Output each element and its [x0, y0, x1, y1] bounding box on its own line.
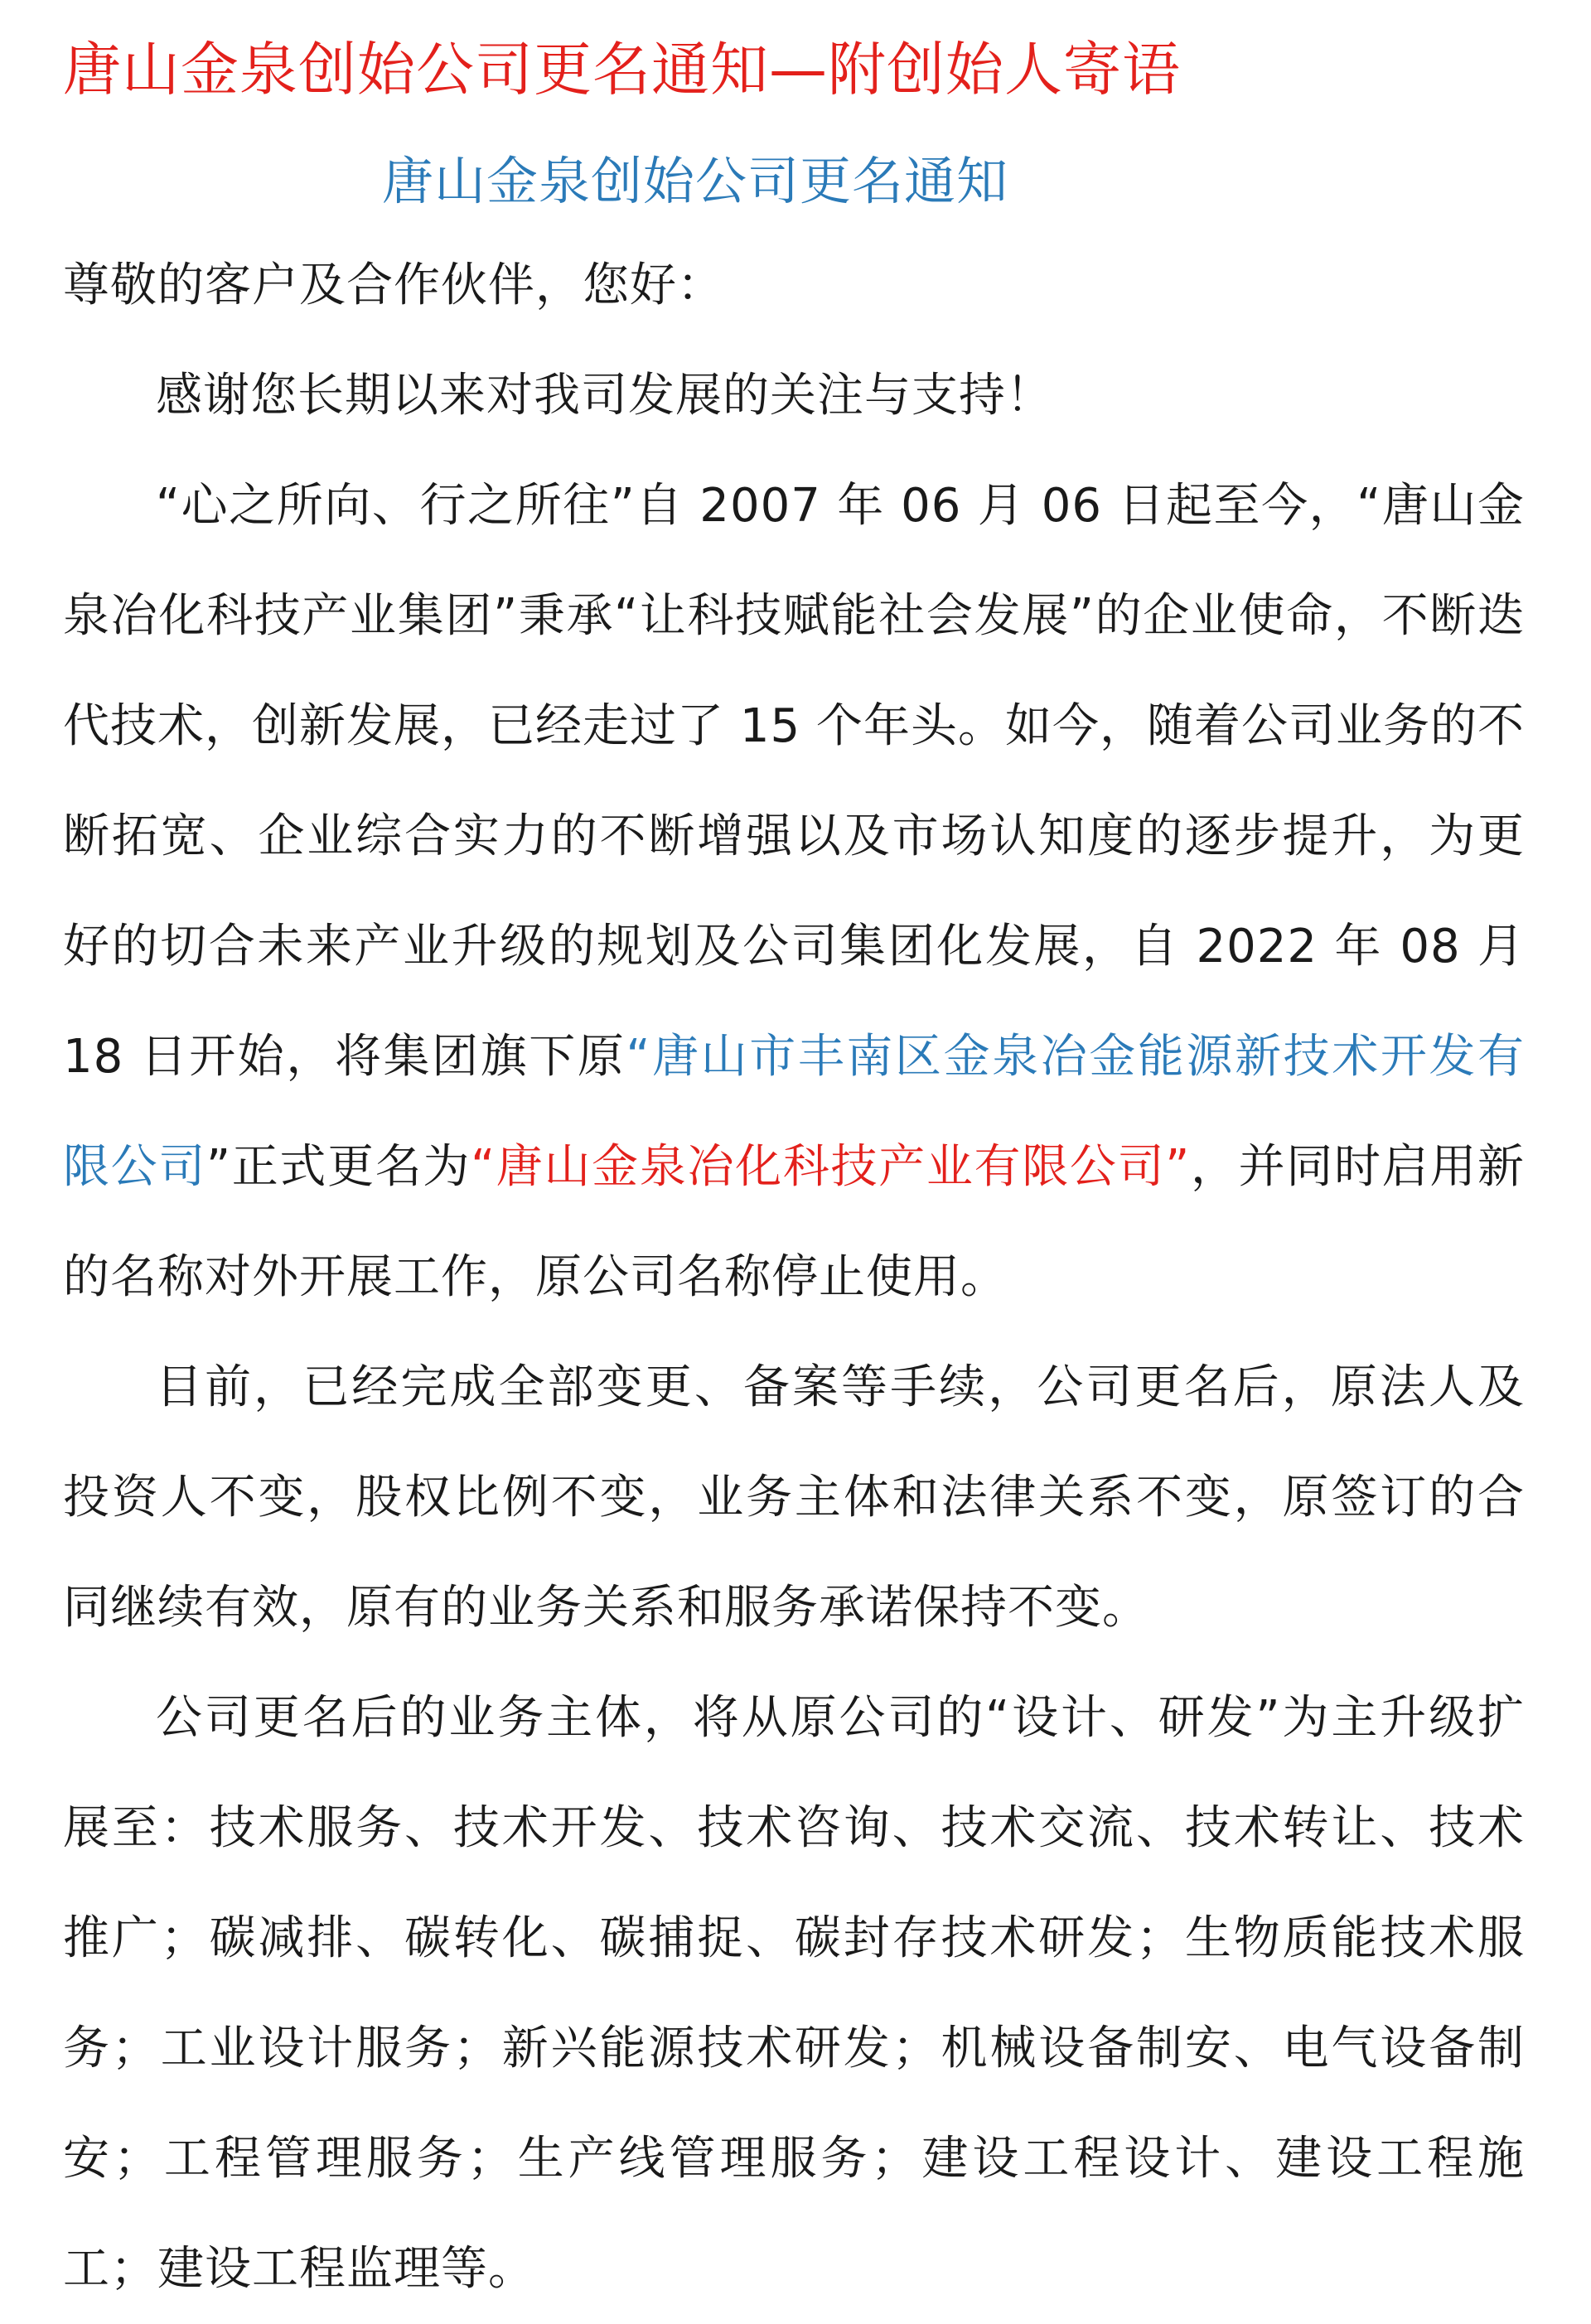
- paragraph-business-scope: 公司更名后的业务主体，将从原公司的“设计、研发”为主升级扩展至：技术服务、技术开发、技术咨询、技术交流、技术转让、技术推广；碳减排、碳转化、碳捕捉、碳封存技术研发；生物质能技术服务；工业设计服务；新兴能源技术研发；机械设备制安、电气设备制安；工程管理服务；生产线管理服务；建设工程设计、建设工程施工；建设工程监理等。: [63, 1691, 1525, 2296]
- rename-text-a: “心之所向、行之所往”自 2007 年 06 月 06 日起至今，“唐山金泉冶化科技产业集团”秉承“让科技赋能社会发展”的企业使命，不断迭代技术，创新发展，已经走过了 15 个年头。如今，随着公司业务的不断拓宽、企业综合实力的不断增强以及市场认知度的逐步提升，为更好的切合未来产业升级的规划及公司集团化发展，自 2022 年 08 月 18 日开始，将集团旗下原: [63, 479, 1525, 1084]
- new-company-name: “唐山金泉冶化科技产业有限公司”: [471, 1140, 1191, 1194]
- rename-text-c: ，并同时启用新的名称对外开展工作，原公司名称停止使用。: [63, 1140, 1526, 1304]
- sub-title: 唐山金泉创始公司更名通知: [382, 151, 1009, 211]
- paragraph-status: 目前，已经完成全部变更、备案等手续，公司更名后，原法人及投资人不变，股权比例不变，业务主体和法律关系不变，原签订的合同继续有效，原有的业务关系和服务承诺保持不变。: [63, 1360, 1525, 1635]
- old-company-name: “唐山市丰南区金泉冶金能源新技术开发有限公司: [63, 1030, 1525, 1194]
- main-title: 唐山金泉创始公司更名通知—附创始人寄语: [63, 36, 1181, 104]
- paragraph-thanks: 感谢您长期以来对我司发展的关注与支持！: [156, 369, 1053, 423]
- rename-text-b: ”正式更名为: [206, 1140, 471, 1194]
- greeting: 尊敬的客户及合作伙伴，您好：: [63, 258, 724, 312]
- paragraph-rename: [63, 451, 1525, 1332]
